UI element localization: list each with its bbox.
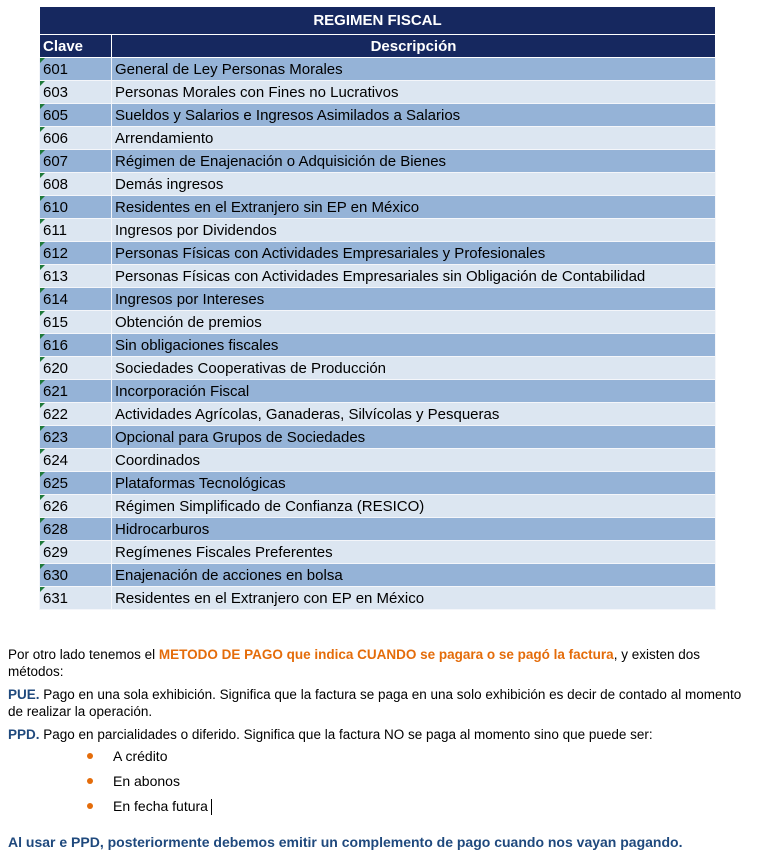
table-row <box>40 357 716 380</box>
table-header-row <box>40 35 716 58</box>
regimen-description-cell: Coordinados <box>112 449 716 472</box>
ppd-text: Pago en parcialidades o diferido. Significa que la factura NO se paga al momento sino que puede ser: <box>39 727 653 742</box>
text-cursor <box>211 799 212 815</box>
regimen-description-cell: Residentes en el Extranjero con EP en México <box>112 587 716 610</box>
regimen-description-cell: Obtención de premios <box>112 311 716 334</box>
ppd-paragraph <box>8 726 753 743</box>
payment-method-intro <box>8 646 728 680</box>
regimen-description-cell: Sueldos y Salarios e Ingresos Asimilados a Salarios <box>112 104 716 127</box>
regimen-code-cell: 631 <box>40 587 112 610</box>
table-row <box>40 472 716 495</box>
regimen-description-cell: Enajenación de acciones en bolsa <box>112 564 716 587</box>
regimen-code-cell: 630 <box>40 564 112 587</box>
bullet-installments: En abonos <box>113 773 180 789</box>
pue-text: Pago en una sola exhibición. Significa que la factura se paga en una solo exhibición es decir de contado al momento de realizar la operación. <box>8 687 742 719</box>
table-title: REGIMEN FISCAL <box>40 7 716 35</box>
regimen-code-cell: 610 <box>40 196 112 219</box>
regimen-code-cell: 606 <box>40 127 112 150</box>
table-row <box>40 564 716 587</box>
regimen-description-cell: Hidrocarburos <box>112 518 716 541</box>
regimen-description-cell: Personas Morales con Fines no Lucrativos <box>112 81 716 104</box>
regimen-description-cell: Personas Físicas con Actividades Empresariales sin Obligación de Contabilidad <box>112 265 716 288</box>
ppd-label: PPD. <box>8 727 40 742</box>
table-row <box>40 495 716 518</box>
regimen-code-cell: 628 <box>40 518 112 541</box>
regimen-code-cell: 611 <box>40 219 112 242</box>
table-row <box>40 380 716 403</box>
bullet-credit: A crédito <box>113 748 168 764</box>
regimen-description-cell: Actividades Agrícolas, Ganaderas, Silvícolas y Pesqueras <box>112 403 716 426</box>
table-row <box>40 81 716 104</box>
regimen-description-cell: Régimen Simplificado de Confianza (RESICO) <box>112 495 716 518</box>
regimen-code-cell: 613 <box>40 265 112 288</box>
regimen-code-cell: 629 <box>40 541 112 564</box>
table-row <box>40 265 716 288</box>
closing-note: Al usar e PPD, posteriormente debemos emitir un complemento de pago cuando nos vayan pagando. <box>8 834 683 850</box>
table-row <box>40 587 716 610</box>
ppd-options-list <box>87 747 212 822</box>
regimen-description-cell: Demás ingresos <box>112 173 716 196</box>
regimen-code-cell: 605 <box>40 104 112 127</box>
regimen-code-cell: 615 <box>40 311 112 334</box>
table-row <box>40 196 716 219</box>
table-row <box>40 242 716 265</box>
list-item <box>87 772 212 797</box>
intro-text-after: , y existen dos métodos: <box>8 647 700 679</box>
regimen-code-cell: 601 <box>40 58 112 81</box>
table-row <box>40 403 716 426</box>
regimen-description-cell: Incorporación Fiscal <box>112 380 716 403</box>
regimen-description-cell: Plataformas Tecnológicas <box>112 472 716 495</box>
regimen-description-cell: Sin obligaciones fiscales <box>112 334 716 357</box>
pue-paragraph <box>8 686 753 720</box>
table-row <box>40 127 716 150</box>
regimen-description-cell: Sociedades Cooperativas de Producción <box>112 357 716 380</box>
table-body <box>40 58 716 610</box>
regimen-code-cell: 616 <box>40 334 112 357</box>
regimen-description-cell: Personas Físicas con Actividades Empresariales y Profesionales <box>112 242 716 265</box>
table-row <box>40 449 716 472</box>
table-row <box>40 58 716 81</box>
regimen-code-cell: 608 <box>40 173 112 196</box>
table-row <box>40 150 716 173</box>
table-title-row <box>40 7 716 35</box>
regimen-description-cell: Regímenes Fiscales Preferentes <box>112 541 716 564</box>
regimen-fiscal-table <box>39 6 716 610</box>
regimen-description-cell: Residentes en el Extranjero sin EP en México <box>112 196 716 219</box>
regimen-code-cell: 620 <box>40 357 112 380</box>
regimen-code-cell: 612 <box>40 242 112 265</box>
list-item <box>87 797 212 822</box>
table-row <box>40 334 716 357</box>
pue-label: PUE. <box>8 687 40 702</box>
list-item <box>87 747 212 772</box>
regimen-description-cell: General de Ley Personas Morales <box>112 58 716 81</box>
regimen-code-cell: 603 <box>40 81 112 104</box>
table-row <box>40 288 716 311</box>
table-row <box>40 426 716 449</box>
table-row <box>40 173 716 196</box>
regimen-description-cell: Arrendamiento <box>112 127 716 150</box>
regimen-code-cell: 625 <box>40 472 112 495</box>
regimen-code-cell: 614 <box>40 288 112 311</box>
regimen-code-cell: 621 <box>40 380 112 403</box>
regimen-description-cell: Ingresos por Intereses <box>112 288 716 311</box>
regimen-code-cell: 626 <box>40 495 112 518</box>
regimen-description-cell: Opcional para Grupos de Sociedades <box>112 426 716 449</box>
regimen-code-cell: 622 <box>40 403 112 426</box>
column-header-code: Clave <box>40 35 112 58</box>
table-row <box>40 518 716 541</box>
column-header-description: Descripción <box>112 35 716 58</box>
regimen-code-cell: 624 <box>40 449 112 472</box>
regimen-code-cell: 623 <box>40 426 112 449</box>
table-row <box>40 104 716 127</box>
regimen-description-cell: Ingresos por Dividendos <box>112 219 716 242</box>
table-row <box>40 219 716 242</box>
table-row <box>40 311 716 334</box>
intro-text-before: Por otro lado tenemos el <box>8 647 159 662</box>
regimen-code-cell: 607 <box>40 150 112 173</box>
intro-highlight: METODO DE PAGO que indica CUANDO se pagara o se pagó la factura <box>158 647 614 662</box>
bullet-future-date: En fecha futura <box>113 798 208 814</box>
regimen-description-cell: Régimen de Enajenación o Adquisición de Bienes <box>112 150 716 173</box>
table-row <box>40 541 716 564</box>
